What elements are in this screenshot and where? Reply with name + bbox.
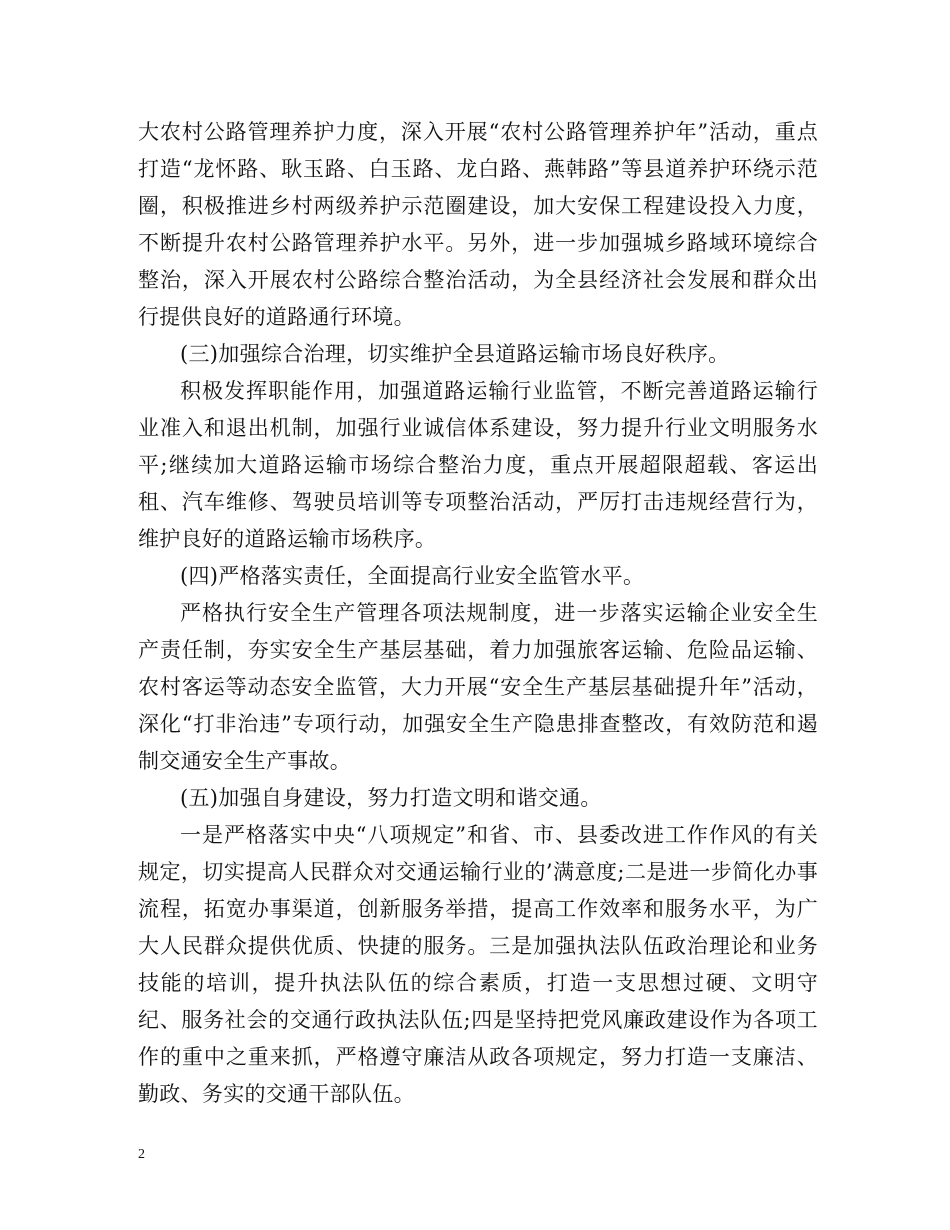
heading-section-five: (五)加强自身建设，努力打造文明和谐交通。 [180,786,602,810]
paragraph-market-supervision: 积极发挥职能作用，加强道路运输行业监管，不断完善道路运输行业准入和退出机制，加强行业诚信体系建设，努力提升行业文明服务水平;继续加大道路运输市场综合整治力度，重点开展超限超载、客运出租、汽车维修、驾驶员培训等专项整治活动，严厉打击违规经营行为，维护良好的道路运输市场秩序。 [138,379,818,551]
heading-section-four: (四)严格落实责任，全面提高行业安全监管水平。 [180,564,645,588]
heading-section-three: (三)加强综合治理，切实维护全县道路运输市场良好秩序。 [180,342,730,366]
page-number: 2 [138,1147,145,1162]
document-body [138,114,818,1113]
paragraph-self-construction: 一是严格落实中央“八项规定”和省、市、县委改进工作作风的有关规定，切实提高人民群众对交通运输行业的’满意度;二是进一步简化办事流程，拓宽办事渠道，创新服务举措，提高工作效率和服务水平，为广大人民群众提供优质、快捷的服务。三是加强执法队伍政治理论和业务技能的培训，提升执法队伍的综合素质，打造一支思想过硬、文明守纪、服务社会的交通行政执法队伍;四是坚持把党风廉政建设作为各项工作的重中之重来抓，严格遵守廉洁从政各项规定，努力打造一支廉洁、勤政、务实的交通干部队伍。 [138,823,818,1106]
paragraph-safety-supervision: 严格执行安全生产管理各项法规制度，进一步落实运输企业安全生产责任制，夯实安全生产基层基础，着力加强旅客运输、危险品运输、农村客运等动态安全监管，大力开展“安全生产基层基础提升年”活动，深化“打非治违”专项行动，加强安全生产隐患排查整改，有效防范和遏制交通安全生产事故。 [138,601,818,773]
paragraph-road-maintenance: 大农村公路管理养护力度，深入开展“农村公路管理养护年”活动，重点打造“龙怀路、耿玉路、白玉路、龙白路、燕韩路”等县道养护环绕示范圈，积极推进乡村两级养护示范圈建设，加大安保工程建设投入力度，不断提升农村公路管理养护水平。另外，进一步加强城乡路域环境综合整治，深入开展农村公路综合整治活动，为全县经济社会发展和群众出行提供良好的道路通行环境。 [138,120,818,329]
